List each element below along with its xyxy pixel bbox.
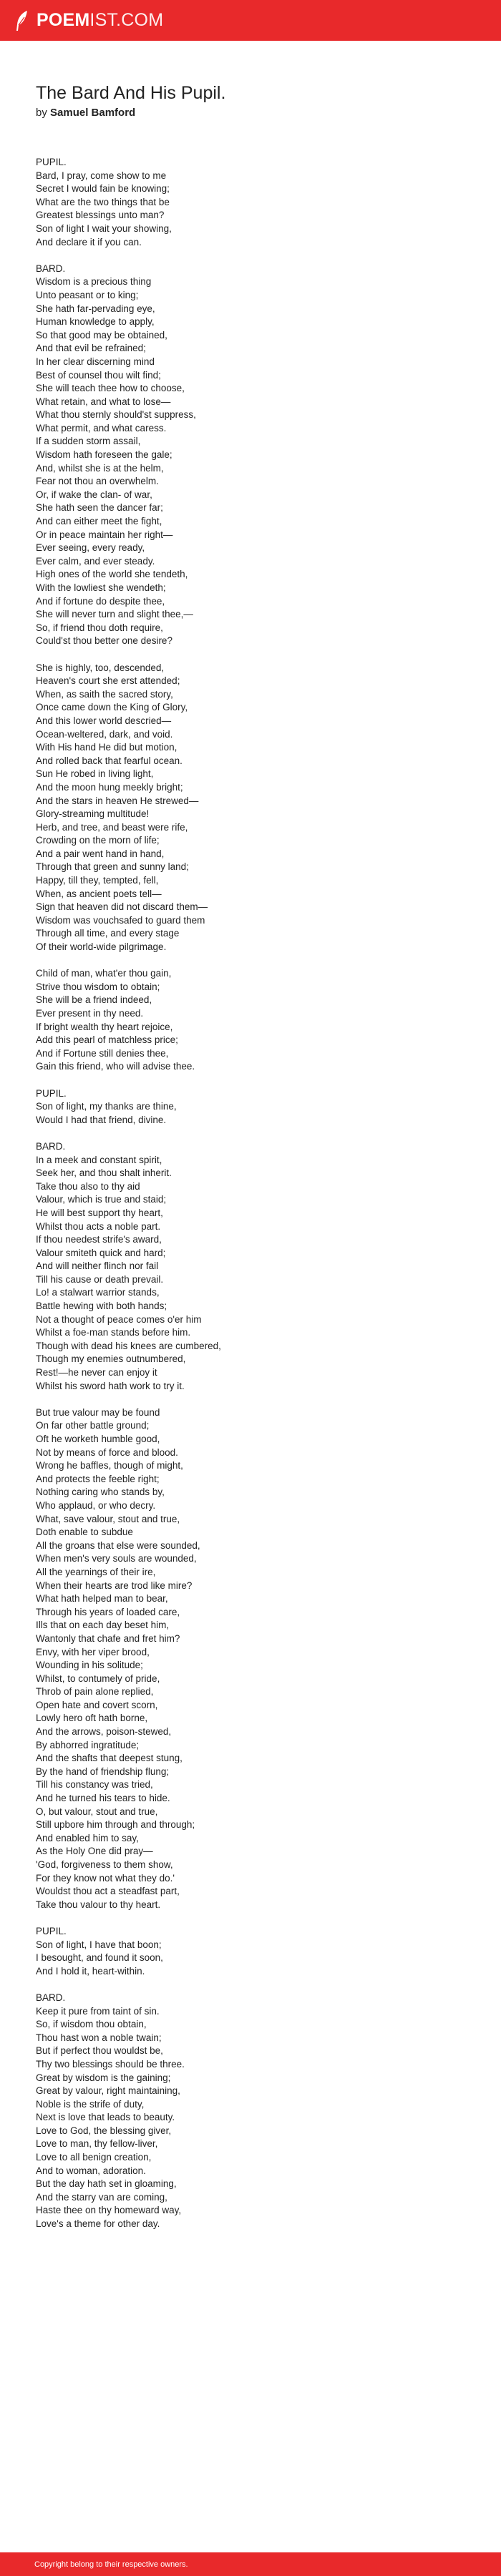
poem-line: Love's a theme for other day. — [36, 2218, 160, 2230]
poem-line: If a sudden storm assail, — [36, 436, 141, 447]
poem-line: Till his cause or death prevail. — [36, 1273, 164, 1285]
poem-line: Oft he worketh humble good, — [36, 1434, 160, 1444]
poem-line: And, whilst she is at the helm, — [36, 462, 164, 474]
poem-line: He will best support thy heart, — [36, 1207, 163, 1218]
poem-line: Human knowledge to apply, — [36, 316, 155, 328]
poem-line: Wounding in his solitude; — [36, 1660, 143, 1671]
poem-line: Son of light I wait your showing, — [36, 222, 172, 234]
poem-line: Wantonly that chafe and fret him? — [36, 1632, 180, 1644]
poem-line: And the arrows, poison-stewed, — [36, 1726, 172, 1738]
poem-line: What hath helped man to bear, — [36, 1593, 168, 1605]
poem-line: She will teach thee how to choose, — [36, 383, 185, 394]
feather-icon — [14, 10, 30, 31]
poem-line: Great by valour, right maintaining, — [36, 2085, 180, 2097]
poem-line: And the shafts that deepest stung, — [36, 1753, 183, 1764]
poem-line: What are the two things that be — [36, 196, 170, 207]
poem-line: Or in peace maintain her right— — [36, 529, 173, 540]
poem-stanza — [36, 967, 465, 1074]
poem-line: And protects the feeble right; — [36, 1473, 160, 1484]
poem-line: She hath seen the dancer far; — [36, 502, 163, 514]
poem-line: Ever seeing, every ready, — [36, 542, 145, 554]
poem-line: Unto peasant or to king; — [36, 289, 139, 300]
poem-line: BARD. — [36, 1140, 66, 1152]
poem-stanza — [36, 1406, 465, 1912]
poem-line: High ones of the world she tendeth, — [36, 569, 188, 580]
poem-line: Not by means of force and blood. — [36, 1446, 178, 1458]
poem-line: All the yearnings of their ire, — [36, 1566, 156, 1577]
poem-line: PUPIL. — [36, 1087, 67, 1099]
poem-line: Seek her, and thou shalt inherit. — [36, 1167, 172, 1179]
poem-line: Rest!—he never can enjoy it — [36, 1367, 157, 1378]
poem-line: And this lower world descried— — [36, 715, 172, 726]
poem-line: Take thou valour to thy heart. — [36, 1899, 161, 1910]
poem-line: In a meek and constant spirit, — [36, 1154, 162, 1165]
poem-line: Would I had that friend, divine. — [36, 1114, 167, 1125]
poem-line: Envy, with her viper brood, — [36, 1646, 150, 1657]
poem-line: Valour smiteth quick and hard; — [36, 1247, 166, 1258]
poem-line: And I hold it, heart-within. — [36, 1965, 145, 1977]
poem-line: What retain, and what to lose— — [36, 396, 171, 407]
poem-line: When their hearts are trod like mire? — [36, 1580, 193, 1591]
poem-line: And a pair went hand in hand, — [36, 848, 165, 859]
poem-line: Or, if wake the clan- of war, — [36, 489, 152, 500]
poem-line: When, as ancient poets tell— — [36, 888, 162, 899]
poem-line: With His hand He did but motion, — [36, 742, 177, 753]
poem-line: Through his years of loaded care, — [36, 1606, 180, 1617]
poem-line: Love to God, the blessing giver, — [36, 2125, 172, 2136]
poem-line: Wisdom hath foreseen the gale; — [36, 449, 172, 461]
poem-stanza — [36, 662, 465, 954]
poem-line: On far other battle ground; — [36, 1420, 150, 1431]
poem-line: Battle hewing with both hands; — [36, 1301, 167, 1312]
poem-line: And rolled back that fearful ocean. — [36, 755, 183, 766]
poem-line: Whilst a foe-man stands before him. — [36, 1327, 191, 1338]
poem-line: Whilst thou acts a noble part. — [36, 1220, 161, 1232]
poem-line: Doth enable to subdue — [36, 1527, 133, 1538]
by-label: by — [36, 107, 47, 119]
poem-line: Bard, I pray, come show to me — [36, 170, 167, 181]
poem-line: Keep it pure from taint of sin. — [36, 2005, 160, 2017]
poem-line: She will never turn and slight thee,— — [36, 609, 193, 620]
poem-line: Lowly hero oft hath borne, — [36, 1713, 148, 1724]
poem-line: When men's very souls are wounded, — [36, 1553, 197, 1564]
poem-line: She is highly, too, descended, — [36, 662, 165, 673]
poem-line: As the Holy One did pray— — [36, 1846, 153, 1857]
poem-line: O, but valour, stout and true, — [36, 1806, 158, 1817]
poem-line: And the moon hung meekly bright; — [36, 781, 183, 793]
poem-line: If bright wealth thy heart rejoice, — [36, 1021, 173, 1032]
poem-stanza — [36, 263, 465, 648]
poem-line: But the day hath set in gloaming, — [36, 2178, 177, 2190]
poem-line: And the stars in heaven He strewed— — [36, 795, 199, 806]
poem-line: Till his constancy was tried, — [36, 1779, 153, 1791]
poem-line: Happy, till they, tempted, fell, — [36, 875, 159, 886]
poem-line: She hath far-pervading eye, — [36, 303, 155, 314]
brand-logo-link[interactable] — [14, 10, 163, 31]
poem-line: Son of light, my thanks are thine, — [36, 1101, 177, 1112]
poem-line: But if perfect thou wouldst be, — [36, 2045, 163, 2057]
poem-line: Add this pearl of matchless price; — [36, 1034, 178, 1046]
poem-line: Though with dead his knees are cumbered, — [36, 1340, 221, 1351]
poem-line: BARD. — [36, 263, 66, 274]
poem-line: What permit, and what caress. — [36, 422, 167, 434]
poem-line: Wisdom is a precious thing — [36, 276, 152, 288]
poem-line: So, if wisdom thou obtain, — [36, 2019, 147, 2030]
poem-line: Ocean-weltered, dark, and void. — [36, 728, 173, 740]
brand-name-bold: POEM — [37, 10, 90, 30]
poem-stanza — [36, 1140, 465, 1393]
poem-line: So, if friend thou doth require, — [36, 622, 163, 633]
poem-line: And enabled him to say, — [36, 1832, 139, 1843]
poem-line: Of their world-wide pilgrimage. — [36, 941, 167, 953]
poem-line: 'God, forgiveness to them show, — [36, 1859, 173, 1870]
poem-line: Heaven's court she erst attended; — [36, 675, 180, 687]
poem-line: Whilst his sword hath work to try it. — [36, 1380, 185, 1391]
footer-copyright: Copyright belong to their respective owners. — [34, 2560, 188, 2569]
poem-line: Valour, which is true and staid; — [36, 1194, 167, 1205]
poem-line: And that evil be refrained; — [36, 343, 146, 354]
poem-line: Son of light, I have that boon; — [36, 1939, 162, 1950]
poem-line: Love to all benign creation, — [36, 2152, 152, 2163]
poem-line: Still upbore him through and through; — [36, 1819, 195, 1831]
poem-line: Fear not thou an overwhelm. — [36, 476, 159, 487]
poem-line: By abhorred ingratitude; — [36, 1739, 140, 1750]
poem-line: Next is love that leads to beauty. — [36, 2112, 175, 2123]
poem-line: Open hate and covert scorn, — [36, 1699, 158, 1710]
poem-stanza — [36, 1992, 465, 2231]
poem-line: And if Fortune still denies thee, — [36, 1047, 169, 1059]
poem-line: And can either meet the fight, — [36, 516, 162, 527]
footer-bar — [0, 2552, 501, 2576]
poem-line: Take thou also to thy aid — [36, 1180, 140, 1192]
poem-line: Gain this friend, who will advise thee. — [36, 1061, 195, 1072]
poem-line: Ever calm, and ever steady. — [36, 555, 155, 567]
poem-line: I besought, and found it soon, — [36, 1952, 163, 1964]
poem-line: Lo! a stalwart warrior stands, — [36, 1287, 160, 1298]
poem-line: Through all time, and every stage — [36, 928, 180, 939]
poem-stanza — [36, 1925, 465, 1978]
poem-line: And to woman, adoration. — [36, 2165, 146, 2176]
poem-line: Secret I would fain be knowing; — [36, 183, 170, 195]
poem-line: Through that green and sunny land; — [36, 861, 189, 873]
poem-line: By the hand of friendship flung; — [36, 1766, 170, 1777]
poem-line: Once came down the King of Glory, — [36, 702, 188, 713]
top-bar — [0, 0, 501, 41]
poem-line: When, as saith the sacred story, — [36, 688, 173, 700]
poem-line: Noble is the strife of duty, — [36, 2098, 145, 2110]
poem-byline — [36, 106, 135, 120]
poem-stanza — [36, 156, 465, 249]
poem-line: Thou hast won a noble twain; — [36, 2032, 162, 2043]
poem-line: Glory-streaming multitude! — [36, 808, 150, 820]
poem-line: Haste thee on thy homeward way, — [36, 2205, 182, 2216]
poem-line: Child of man, what'er thou gain, — [36, 968, 172, 979]
poem-stanza — [36, 1087, 465, 1127]
poem-line: Wisdom was vouchsafed to guard them — [36, 914, 205, 926]
poem-line: Strive thou wisdom to obtain; — [36, 981, 160, 992]
poem-line: For they know not what they do.' — [36, 1872, 175, 1884]
poem-line: Who applaud, or who decry. — [36, 1499, 156, 1511]
brand-name-light: IST.COM — [89, 10, 164, 30]
poem-line: BARD. — [36, 1992, 66, 2003]
poem-line: Though my enemies outnumbered, — [36, 1353, 186, 1365]
poem-line: Love to man, thy fellow-liver, — [36, 2138, 158, 2150]
poem-line: Greatest blessings unto man? — [36, 210, 165, 221]
poem-line: Herb, and tree, and beast were rife, — [36, 821, 188, 833]
poem-line: Nothing caring who stands by, — [36, 1487, 165, 1498]
brand-name — [37, 11, 163, 29]
poem-line: Whilst, to contumely of pride, — [36, 1673, 160, 1684]
poem-line: So that good may be obtained, — [36, 329, 167, 341]
poem-line: Ever present in thy need. — [36, 1008, 144, 1019]
poem-line: Wouldst thou act a steadfast part, — [36, 1886, 180, 1897]
poem-line: Best of counsel thou wilt find; — [36, 369, 161, 381]
poem-line: Thy two blessings should be three. — [36, 2058, 185, 2070]
poem-line: Could'st thou better one desire? — [36, 635, 172, 647]
author-name[interactable]: Samuel Bamford — [50, 107, 136, 119]
poem-line: What thou sternly should'st suppress, — [36, 409, 196, 421]
poem-line: PUPIL. — [36, 157, 67, 167]
poem-line: And declare it if you can. — [36, 236, 142, 248]
poem-line: But true valour may be found — [36, 1406, 160, 1418]
poem-line: Throb of pain alone replied, — [36, 1686, 154, 1698]
poem-line: Sun He robed in living light, — [36, 768, 154, 780]
poem-line: She will be a friend indeed, — [36, 994, 152, 1006]
poem-line: In her clear discerning mind — [36, 356, 155, 367]
poem-line: All the groans that else were sounded, — [36, 1539, 200, 1551]
poem-line: Sign that heaven did not discard them— — [36, 901, 208, 913]
poem-line: If thou needest strife's award, — [36, 1234, 162, 1245]
poem-line: What, save valour, stout and true, — [36, 1513, 180, 1524]
poem-line: Ills that on each day beset him, — [36, 1620, 170, 1631]
poem-line: Wrong he baffles, though of might, — [36, 1460, 183, 1471]
poem-line: PUPIL. — [36, 1925, 67, 1936]
poem-line: With the lowliest she wendeth; — [36, 582, 166, 593]
poem-line: Not a thought of peace comes o'er him — [36, 1313, 202, 1325]
poem-title: The Bard And His Pupil. — [36, 83, 226, 103]
poem-line: Great by wisdom is the gaining; — [36, 2072, 171, 2083]
poem-line: And will neither flinch nor fail — [36, 1260, 159, 1272]
poem-line: Crowding on the morn of life; — [36, 835, 160, 846]
poem-line: And the starry van are coming, — [36, 2191, 167, 2203]
poem-line: And he turned his tears to hide. — [36, 1793, 170, 1804]
poem-line: And if fortune do despite thee, — [36, 595, 165, 607]
poem-body — [36, 156, 465, 2244]
